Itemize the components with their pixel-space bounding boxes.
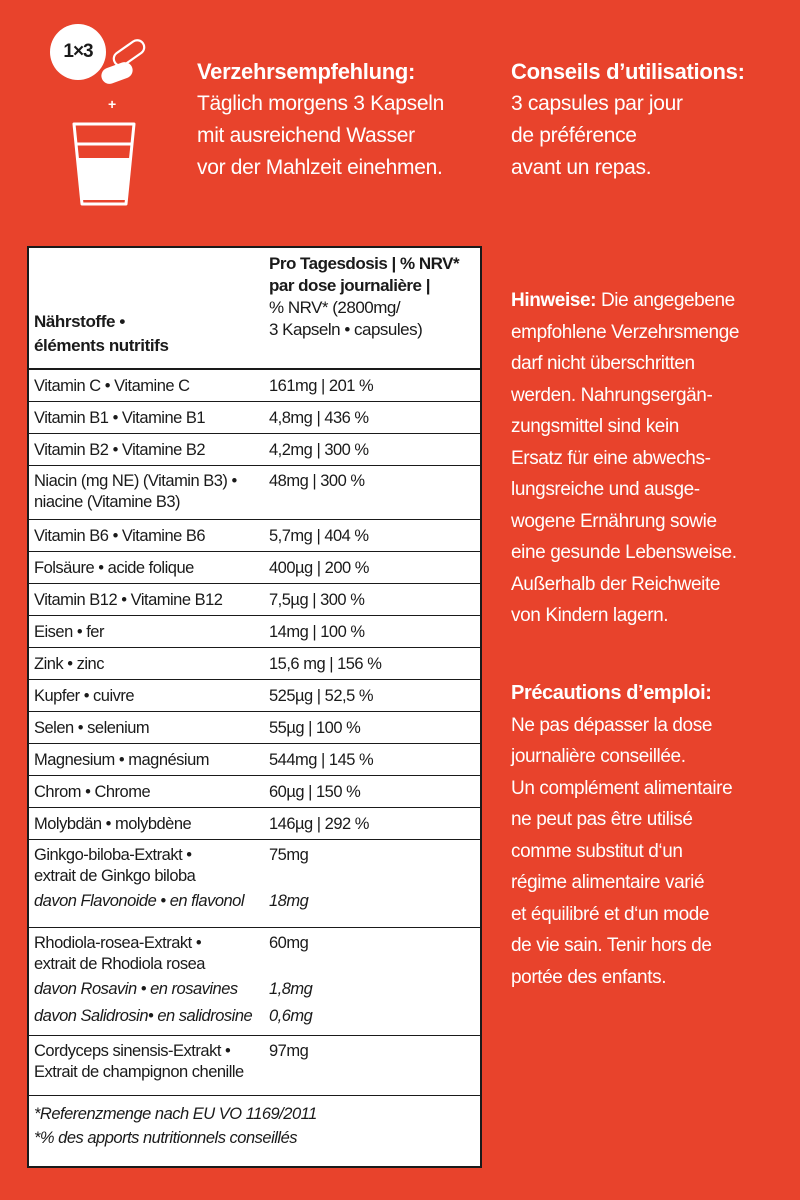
hinweise-line: darf nicht überschritten: [511, 353, 695, 374]
nutrition-table: [27, 246, 482, 1168]
hinweise-line: von Kindern lagern.: [511, 605, 669, 626]
table-row: [29, 680, 480, 712]
header-nutrients: [34, 310, 264, 358]
nutrient-name: Chrom • Chrome: [34, 782, 151, 801]
nutrient-name-line: Cordyceps sinensis-Extrakt •: [34, 1042, 231, 1060]
usage-recommendation-de: [197, 56, 497, 184]
nutrient-name: Kupfer • cuivre: [34, 686, 135, 705]
table-row: [29, 584, 480, 616]
nutrient-value: 544mg | 145 %: [269, 750, 374, 769]
nutrient-name-line: Extrait de champignon chenille: [34, 1063, 244, 1081]
dosage-illustration: [40, 18, 160, 208]
usage-line: vor der Mahlzeit einehmen.: [197, 156, 443, 179]
hinweise-line: Außerhalb der Reichweite: [511, 573, 721, 595]
table-row: [29, 808, 480, 840]
hinweise-line: zungsmittel sind kein: [511, 416, 679, 437]
usage-line: Täglich morgens 3 Kapseln: [197, 92, 444, 115]
sub-nutrient-value: 0,6mg: [269, 1007, 313, 1025]
header-nutrients-line: éléments nutritifs: [34, 336, 169, 355]
nutrient-name: Molybdän • molybdène: [34, 814, 192, 833]
usage-line: mit ausreichend Wasser: [197, 124, 415, 147]
footnote: *% des apports nutritionnels conseillés: [34, 1129, 297, 1147]
precautions-line: portée des enfants.: [511, 966, 667, 988]
table-row: [29, 744, 480, 776]
table-row: [29, 776, 480, 808]
sub-nutrient-value: 1,8mg: [269, 980, 313, 998]
table-row: [29, 552, 480, 584]
precautions-line: de vie sain. Tenir hors de: [511, 935, 712, 956]
nutrient-value: 525µg | 52,5 %: [269, 686, 374, 705]
nutrient-value: 4,8mg | 436 %: [269, 408, 369, 427]
rhodiola-sub: [29, 1003, 480, 1029]
footnote: *Referenzmenge nach EU VO 1169/2011: [34, 1105, 317, 1123]
nutrient-name: Vitamin B12 • Vitamine B12: [34, 590, 223, 609]
table-row-rhodiola: [29, 928, 480, 1036]
header-nutrients-line: Nährstoffe •: [34, 312, 125, 331]
precautions-line: ne peut pas être utilisé: [511, 809, 693, 830]
precautions-line: Ne pas dépasser la dose: [511, 714, 712, 736]
nutrient-name: Vitamin B1 • Vitamine B1: [34, 408, 206, 427]
header-dose-line: % NRV* (2800mg/: [269, 298, 401, 317]
table-footnotes: [29, 1096, 480, 1156]
precautions-line: régime alimentaire varié: [511, 872, 705, 893]
usage-recommendation-fr: [511, 56, 791, 184]
hinweise-line: werden. Nahrungsergän-: [511, 384, 713, 406]
ginkgo-sub: [29, 887, 480, 915]
hinweise-title: Hinweise:: [511, 290, 597, 311]
nutrient-value: 55µg | 100 %: [269, 718, 361, 737]
table-row: [29, 434, 480, 466]
nutrient-name-line: Ginkgo-biloba-Extrakt •: [34, 846, 192, 864]
nutrient-value: 75mg: [269, 846, 309, 864]
hinweise-line: Ersatz für eine abwechs-: [511, 447, 711, 469]
table-row: [29, 402, 480, 434]
nutrient-name: Folsäure • acide folique: [34, 558, 194, 577]
table-row: [29, 520, 480, 552]
precautions-line: et équilibré et d‘un mode: [511, 903, 710, 925]
nutrient-value: 5,7mg | 404 %: [269, 526, 369, 545]
table-row: [29, 466, 480, 520]
table-row-cordyceps: [29, 1036, 480, 1096]
ginkgo-main: [29, 845, 480, 887]
nutrient-name: Selen • selenium: [34, 718, 150, 737]
nutrient-value: 97mg: [269, 1042, 309, 1060]
precautions-line: Un complément alimentaire: [511, 777, 733, 799]
nutrient-value: 146µg | 292 %: [269, 814, 369, 833]
sub-nutrient-name: davon Salidrosin• en salidrosine: [34, 1007, 253, 1025]
table-row: [29, 648, 480, 680]
nutrient-name: [29, 933, 269, 975]
nutrient-value: 60mg: [269, 934, 309, 952]
table-row: [29, 370, 480, 402]
hinweise-line: empfohlene Verzehrsmenge: [511, 321, 740, 343]
capsules-icon: [94, 36, 154, 96]
water-glass-icon: [70, 118, 138, 208]
table-row: [29, 712, 480, 744]
sub-nutrient-value: 18mg: [269, 892, 309, 910]
header-dose-line: par dose journalière |: [269, 276, 430, 295]
hinweise-text: Die angegebene: [596, 290, 735, 311]
hinweise-section: [511, 285, 786, 632]
precautions-section: [511, 678, 786, 993]
precautions-title: Précautions d’emploi:: [511, 682, 712, 704]
precautions-line: comme substitut d‘un: [511, 840, 683, 862]
sub-nutrient-name: davon Flavonoide • en flavonol: [34, 892, 245, 910]
nutrient-name: Zink • zinc: [34, 654, 104, 673]
plus-sign: +: [108, 96, 117, 112]
rhodiola-sub: [29, 975, 480, 1003]
nutrient-name: Vitamin B2 • Vitamine B2: [34, 440, 206, 459]
nutrient-name: [29, 845, 269, 887]
nutrient-name-line: extrait de Rhodiola rosea: [34, 955, 205, 973]
usage-line: avant un repas.: [511, 156, 652, 179]
hinweise-line: wogene Ernährung sowie: [511, 510, 717, 532]
nutrient-value: 48mg | 300 %: [269, 472, 365, 490]
nutrient-value: 14mg | 100 %: [269, 622, 365, 641]
nutrient-name: Eisen • fer: [34, 622, 104, 641]
hinweise-line: lungsreiche und ausge-: [511, 479, 700, 500]
nutrient-name: Vitamin B6 • Vitamine B6: [34, 526, 206, 545]
precautions-line: journalière conseillée.: [511, 746, 686, 767]
dose-badge: 1×3: [50, 24, 106, 80]
nutrient-value: 4,2mg | 300 %: [269, 440, 369, 459]
nutrient-name: Magnesium • magnésium: [34, 750, 210, 769]
table-header: [29, 248, 480, 370]
nutrient-name: [29, 471, 269, 519]
table-row: [29, 616, 480, 648]
header-dose-line: Pro Tagesdosis | % NRV*: [269, 254, 460, 273]
nutrient-name: [29, 1041, 269, 1091]
header-daily-dose: [269, 253, 481, 341]
usage-title-fr: Conseils d’utilisations:: [511, 59, 745, 84]
nutrient-name-line: extrait de Ginkgo biloba: [34, 867, 196, 885]
header-dose-line: 3 Kapseln • capsules): [269, 320, 423, 339]
nutrient-name-line: Rhodiola-rosea-Extrakt •: [34, 934, 202, 952]
usage-line: 3 capsules par jour: [511, 92, 683, 115]
nutrient-name: Vitamin C • Vitamine C: [34, 376, 190, 395]
nutrient-value: 7,5µg | 300 %: [269, 590, 365, 609]
rhodiola-main: [29, 933, 480, 975]
nutrient-name-line: niacine (Vitamine B3): [34, 493, 181, 511]
sub-nutrient-name: davon Rosavin • en rosavines: [34, 980, 238, 998]
nutrient-value: 60µg | 150 %: [269, 782, 361, 801]
table-row-ginkgo: [29, 840, 480, 928]
usage-title-de: Verzehrsempfehlung:: [197, 59, 416, 84]
nutrient-value: 400µg | 200 %: [269, 558, 369, 577]
usage-line: de préférence: [511, 124, 637, 147]
hinweise-first-line: [511, 285, 786, 317]
nutrient-name-line: Niacin (mg NE) (Vitamin B3) •: [34, 472, 237, 490]
nutrient-value: 161mg | 201 %: [269, 376, 374, 395]
nutrient-value: 15,6 mg | 156 %: [269, 654, 382, 673]
hinweise-line: eine gesunde Lebensweise.: [511, 542, 737, 563]
